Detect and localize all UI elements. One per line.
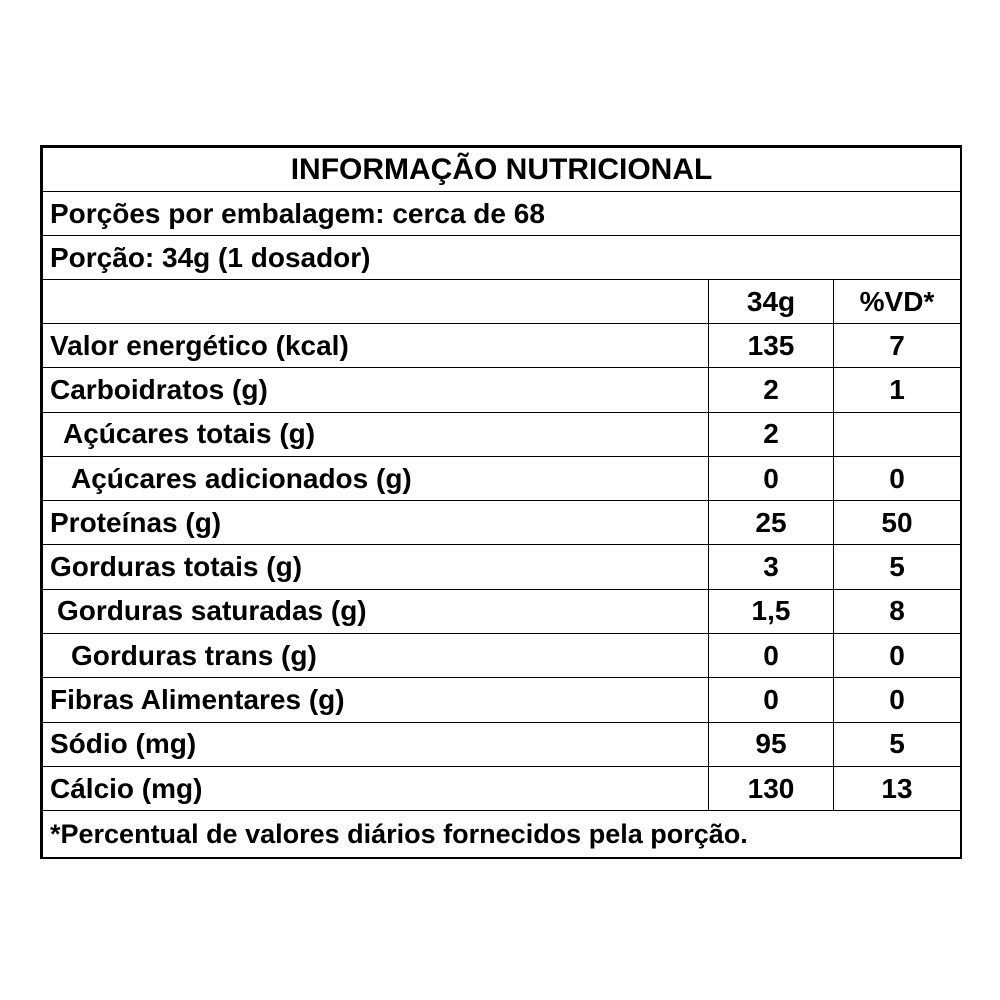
nutrient-name: Fibras Alimentares (g) [43,678,709,722]
nutrient-amount: 135 [709,324,834,368]
header-amount: 34g [709,280,834,324]
nutrient-amount: 0 [709,456,834,500]
nutrient-name: Açúcares adicionados (g) [43,456,709,500]
footnote: *Percentual de valores diários fornecidos pela porção. [43,811,961,858]
nutrition-table [42,147,961,858]
title-row [43,148,961,192]
nutrient-daily-value: 7 [834,324,961,368]
table-row [43,501,961,545]
table-row [43,368,961,412]
header-empty-cell [43,280,709,324]
servings-row [43,192,961,236]
table-row [43,766,961,810]
header-daily-value: %VD* [834,280,961,324]
servings-per-package: Porções por embalagem: cerca de 68 [43,192,961,236]
table-row [43,634,961,678]
nutrient-amount: 3 [709,545,834,589]
nutrient-name: Sódio (mg) [43,722,709,766]
nutrient-name: Proteínas (g) [43,501,709,545]
nutrient-daily-value: 0 [834,678,961,722]
nutrient-amount: 1,5 [709,589,834,633]
nutrient-amount: 25 [709,501,834,545]
serving-size: Porção: 34g (1 dosador) [43,236,961,280]
table-title: INFORMAÇÃO NUTRICIONAL [43,148,961,192]
nutrient-name: Gorduras totais (g) [43,545,709,589]
nutrient-daily-value: 8 [834,589,961,633]
table-row [43,456,961,500]
nutrient-daily-value [834,412,961,456]
nutrient-amount: 2 [709,368,834,412]
nutrient-name: Açúcares totais (g) [43,412,709,456]
nutrient-name: Cálcio (mg) [43,766,709,810]
nutrient-daily-value: 5 [834,545,961,589]
nutrient-name: Valor energético (kcal) [43,324,709,368]
nutrient-amount: 2 [709,412,834,456]
nutrient-daily-value: 0 [834,456,961,500]
nutrient-daily-value: 0 [834,634,961,678]
nutrient-name: Gorduras trans (g) [43,634,709,678]
nutrient-amount: 0 [709,678,834,722]
nutrient-daily-value: 5 [834,722,961,766]
nutrient-amount: 0 [709,634,834,678]
nutrient-amount: 95 [709,722,834,766]
serving-size-row [43,236,961,280]
table-row [43,545,961,589]
table-row [43,324,961,368]
nutrient-daily-value: 50 [834,501,961,545]
nutrient-daily-value: 13 [834,766,961,810]
nutrient-daily-value: 1 [834,368,961,412]
nutrient-amount: 130 [709,766,834,810]
nutrition-facts-table [40,145,962,859]
footnote-row [43,811,961,858]
nutrient-name: Carboidratos (g) [43,368,709,412]
table-row [43,589,961,633]
table-row [43,412,961,456]
nutrient-name: Gorduras saturadas (g) [43,589,709,633]
column-header-row [43,280,961,324]
table-row [43,722,961,766]
table-row [43,678,961,722]
